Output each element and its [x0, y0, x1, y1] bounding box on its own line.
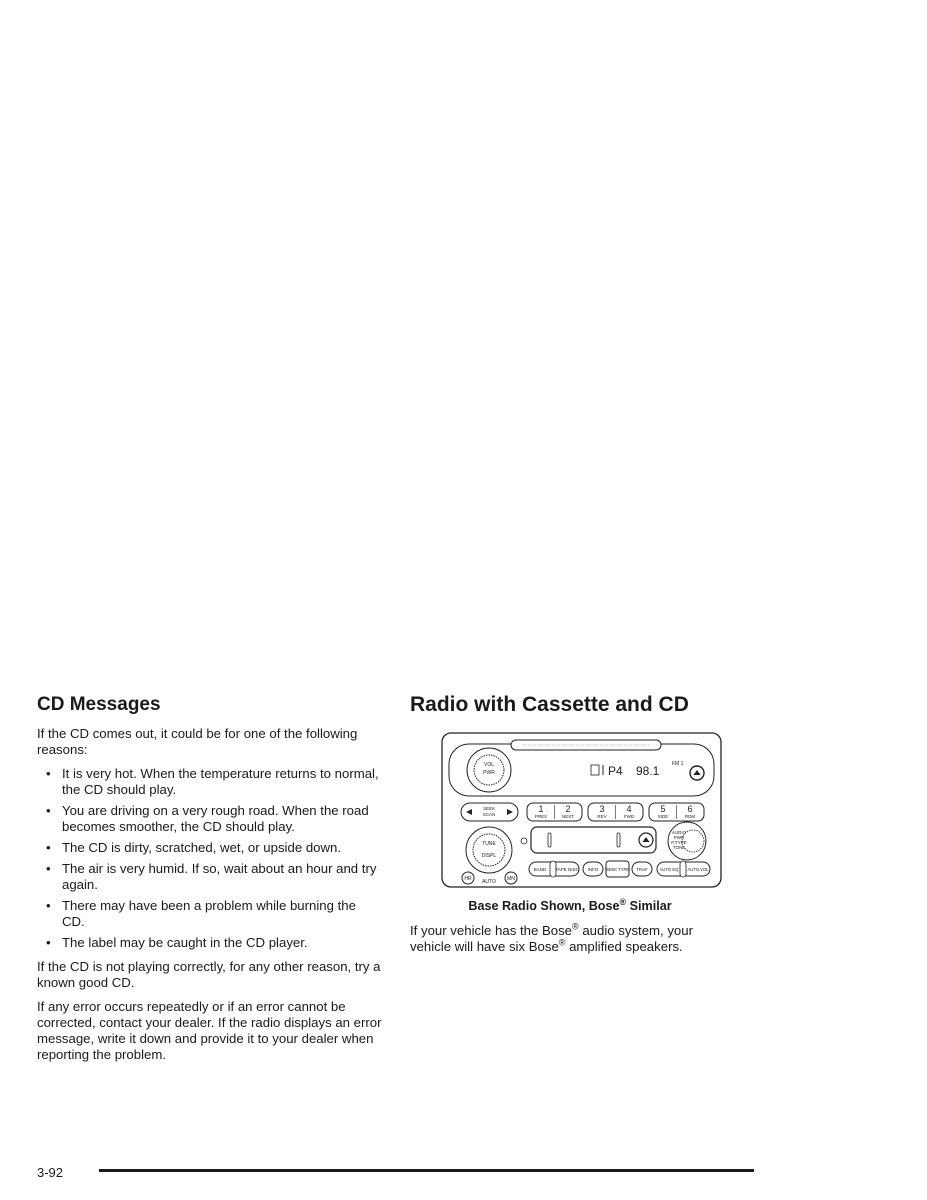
- hr-button[interactable]: [462, 872, 474, 884]
- tune-display-knob[interactable]: [466, 827, 512, 873]
- paragraph-known-good-cd: If the CD is not playing correctly, for any other reason, try a known good CD.: [37, 959, 381, 990]
- svg-text:6: 6: [687, 804, 693, 814]
- seek-scan-button[interactable]: [461, 803, 518, 821]
- preset-button-1-2[interactable]: [527, 803, 582, 821]
- preset-button-5-6[interactable]: [649, 803, 704, 821]
- section-title: Radio with Cassette and CD: [410, 693, 689, 716]
- svg-text:TAPE DISC: TAPE DISC: [555, 867, 579, 872]
- svg-text:TONE: TONE: [672, 845, 686, 850]
- bullet-icon: •: [46, 935, 51, 950]
- svg-text:FWD: FWD: [623, 814, 635, 819]
- display-frequency: 98.1: [636, 764, 660, 778]
- bose-paragraph: If your vehicle has the Bose® audio system, your vehicle will have six Bose® amplified speakers.: [410, 921, 693, 954]
- bullet-icon: •: [46, 766, 51, 781]
- pwr-label: PWR: [483, 770, 495, 776]
- registered-mark: ®: [558, 937, 566, 948]
- svg-text:P.TYPE: P.TYPE: [671, 840, 687, 845]
- svg-text:INFO: INFO: [587, 867, 599, 872]
- registered-mark: ®: [572, 921, 579, 932]
- registered-mark: ®: [619, 896, 627, 907]
- display-preset: P4: [608, 764, 623, 778]
- svg-text:SCAN: SCAN: [482, 812, 496, 817]
- svg-text:TRAF: TRAF: [636, 867, 648, 872]
- preset-button-3-4[interactable]: [588, 803, 643, 821]
- radio-illustration: [441, 732, 722, 888]
- svg-text:AUTO EQ: AUTO EQ: [659, 867, 679, 872]
- svg-text:2: 2: [565, 804, 571, 814]
- svg-text:AUDIO: AUDIO: [671, 830, 687, 835]
- auto-eq-vol-button[interactable]: [657, 861, 710, 877]
- svg-text:MN: MN: [507, 876, 515, 882]
- svg-text:SEEK: SEEK: [482, 806, 496, 811]
- svg-text:3: 3: [599, 804, 605, 814]
- list-item: • The CD is dirty, scratched, wet, or upside down.: [46, 840, 342, 855]
- svg-text:DISPL: DISPL: [481, 853, 497, 859]
- list-item: • You are driving on a very rough road. When the road becomes smoother, the CD should play.: [46, 803, 369, 834]
- seek-type-button[interactable]: [606, 861, 629, 877]
- traf-button[interactable]: [632, 862, 652, 876]
- svg-text:RDM: RDM: [684, 814, 696, 819]
- list-item: • The label may be caught in the CD player.: [46, 935, 308, 950]
- svg-text:5: 5: [660, 804, 666, 814]
- bullet-icon: •: [46, 840, 51, 855]
- svg-text:1: 1: [538, 804, 544, 814]
- eject-button[interactable]: [690, 766, 704, 780]
- page-number: 3-92: [37, 1165, 64, 1180]
- audio-knob[interactable]: [668, 822, 706, 860]
- bullet-icon: •: [46, 861, 51, 876]
- vol-label: VOL: [483, 762, 495, 768]
- footer-divider: [99, 1169, 754, 1172]
- list-item: • The air is very humid. If so, wait about an hour and try again.: [46, 861, 377, 892]
- svg-text:4: 4: [626, 804, 632, 814]
- section-title: CD Messages: [37, 694, 161, 715]
- svg-text:SIDE: SIDE: [657, 814, 669, 819]
- svg-text:PREV: PREV: [534, 814, 548, 819]
- svg-text:BAND: BAND: [533, 867, 547, 872]
- svg-text:REV: REV: [597, 814, 607, 819]
- indicator-light: [521, 838, 527, 844]
- mn-button[interactable]: [505, 872, 517, 884]
- cd-messages-section: [37, 694, 382, 1071]
- cassette-slot[interactable]: [531, 827, 656, 853]
- svg-text:HR: HR: [464, 876, 472, 882]
- bullet-icon: •: [46, 803, 51, 818]
- svg-text:SEEK TYPE: SEEK TYPE: [605, 867, 630, 872]
- list-item: • It is very hot. When the temperature returns to normal, the CD should play.: [46, 766, 379, 797]
- tape-eject-button[interactable]: [639, 833, 653, 847]
- radio-section: [410, 692, 730, 963]
- power-volume-knob[interactable]: [467, 748, 511, 792]
- bullet-icon: •: [46, 898, 51, 913]
- display-band: FM 1: [672, 761, 684, 767]
- list-item: • There may have been a problem while burning the CD.: [46, 898, 356, 929]
- paragraph-contact-dealer: If any error occurs repeatedly or if an error cannot be corrected, contact your dealer. If the radio displays an error message, write it down and provide it to your dealer when reporting the problem.: [37, 999, 382, 1062]
- info-button[interactable]: [583, 862, 603, 876]
- band-tape-disc-button[interactable]: [529, 861, 579, 877]
- svg-text:NEXT: NEXT: [561, 814, 575, 819]
- svg-text:PWR: PWR: [673, 835, 685, 840]
- svg-text:AUTO VOL: AUTO VOL: [687, 867, 709, 872]
- reasons-list: [37, 766, 382, 951]
- figure-caption: Base Radio Shown, Bose® Similar: [468, 896, 672, 913]
- auto-label: AUTO: [482, 879, 496, 885]
- svg-text:TUNE: TUNE: [482, 841, 496, 847]
- intro-paragraph: If the CD comes out, it could be for one of the following reasons:: [37, 726, 358, 757]
